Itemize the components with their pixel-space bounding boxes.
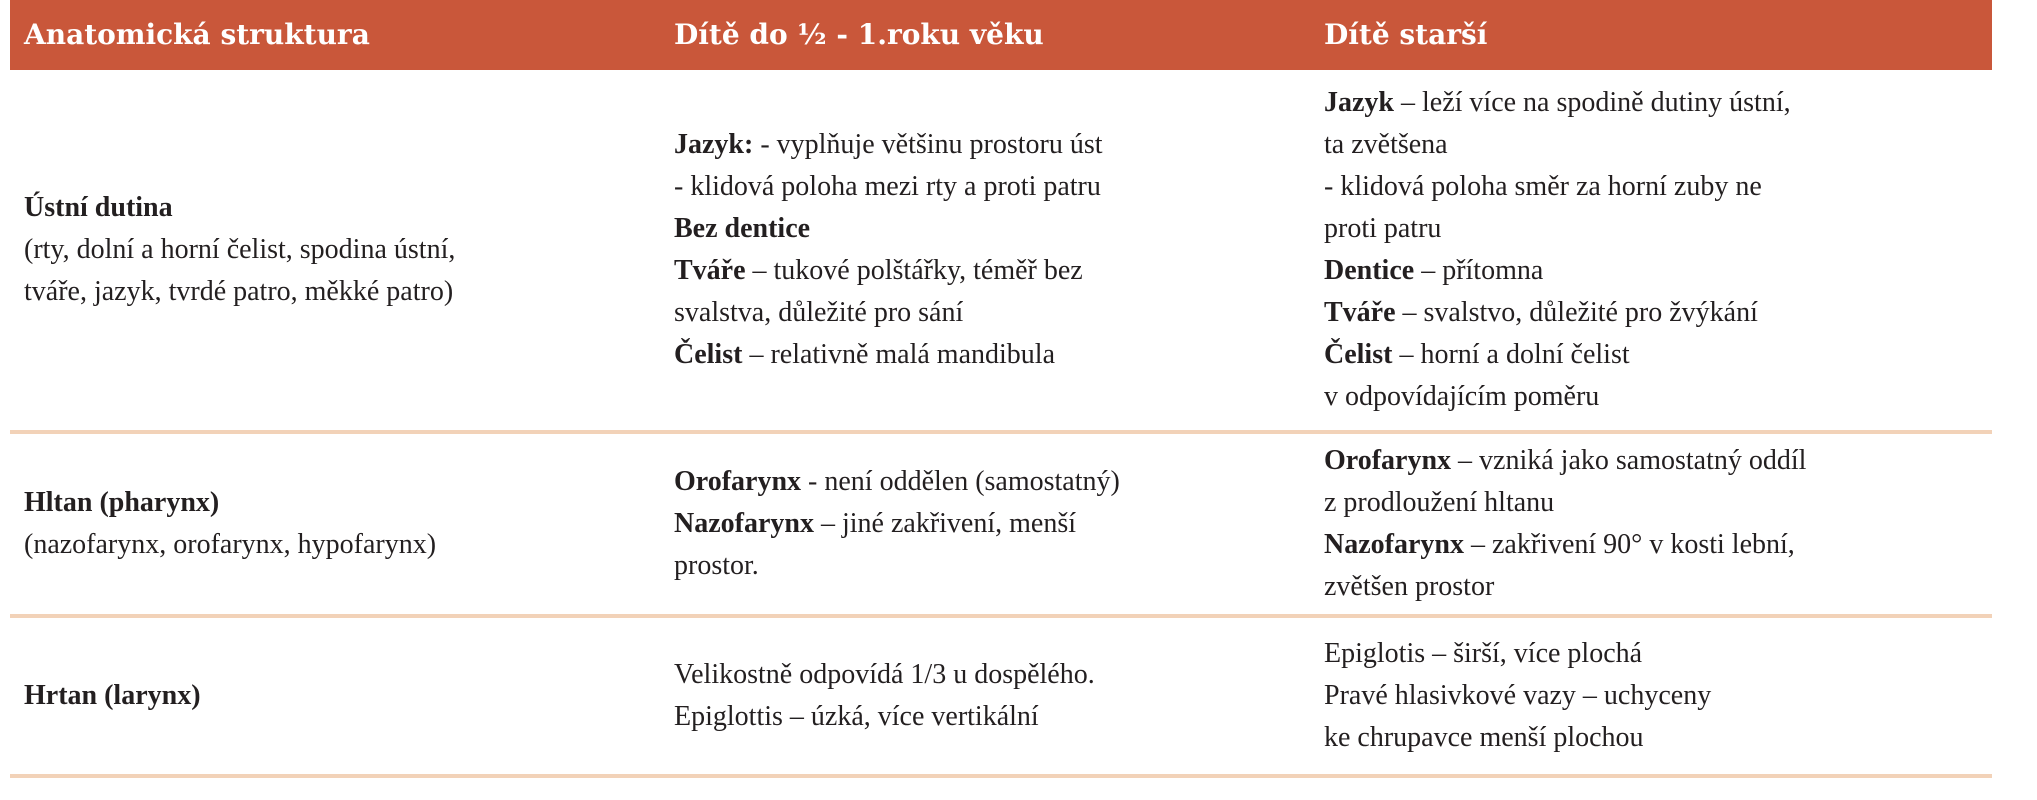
- infant-cell: [660, 70, 1310, 432]
- term-text: – tukové polštářky, téměř bez: [745, 255, 1083, 286]
- anatomy-comparison-table: [10, 0, 1992, 778]
- term-label: Tváře: [1324, 297, 1396, 328]
- infant-line: [674, 334, 1296, 376]
- term-label: Orofarynx: [674, 466, 802, 497]
- structure-detail: tváře, jazyk, tvrdé patro, měkké patro): [24, 276, 454, 307]
- structure-cell: [10, 70, 660, 432]
- term-text: – zakřivení 90° v kosti lební,: [1463, 529, 1795, 560]
- term-label: Orofarynx: [1324, 445, 1452, 476]
- term-text: Epiglotis – širší, více plochá: [1324, 638, 1643, 669]
- older-line: [1324, 250, 1978, 292]
- table-row: [10, 432, 1992, 616]
- older-cell: [1310, 616, 1992, 776]
- term-text: z prodloužení hltanu: [1324, 487, 1555, 518]
- structure-title: Hltan (pharynx): [24, 487, 220, 518]
- older-cell: [1310, 432, 1992, 616]
- term-text: – přítomna: [1414, 255, 1544, 286]
- structure-detail: (nazofarynx, orofarynx, hypofarynx): [24, 529, 437, 560]
- structure-title: Ústní dutina: [24, 192, 173, 223]
- older-line: [1324, 482, 1978, 524]
- structure-cell: [10, 432, 660, 616]
- term-text: – vzniká jako samostatný oddíl: [1451, 445, 1807, 476]
- term-text: ta zvětšena: [1324, 129, 1448, 160]
- term-text: - klidová poloha směr za horní zuby ne: [1324, 171, 1762, 202]
- older-line: [1324, 675, 1978, 717]
- header-structure: Anatomická struktura: [10, 0, 660, 70]
- older-line: [1324, 440, 1978, 482]
- term-text: - vyplňuje většinu prostoru úst: [753, 129, 1103, 160]
- table-row: [10, 616, 1992, 776]
- older-line: [1324, 524, 1978, 566]
- term-text: Epiglottis – úzká, více vertikální: [674, 701, 1039, 732]
- term-label: Nazofarynx: [674, 508, 814, 539]
- term-text: proti patru: [1324, 213, 1442, 244]
- term-label: Dentice: [1324, 255, 1415, 286]
- term-label: Tváře: [674, 255, 746, 286]
- term-text: Velikostně odpovídá 1/3 u dospělého.: [674, 659, 1095, 690]
- infant-line: [674, 208, 1296, 250]
- table-row: [10, 70, 1992, 432]
- term-label: Bez dentice: [674, 213, 811, 244]
- infant-line: [674, 292, 1296, 334]
- older-line: [1324, 124, 1978, 166]
- infant-line: [674, 461, 1296, 503]
- table-header: [10, 0, 1992, 70]
- term-label: Jazyk:: [674, 129, 754, 160]
- structure-title: Hrtan (larynx): [24, 680, 201, 711]
- term-text: - není oddělen (samostatný): [801, 466, 1120, 497]
- term-label: Nazofarynx: [1324, 529, 1464, 560]
- older-line: [1324, 633, 1978, 675]
- term-label: Čelist: [1324, 339, 1393, 370]
- infant-line: [674, 545, 1296, 587]
- term-label: Jazyk: [1324, 87, 1394, 118]
- infant-line: [674, 654, 1296, 696]
- term-text: – jiné zakřivení, menší: [813, 508, 1077, 539]
- infant-line: [674, 696, 1296, 738]
- header-row: [10, 0, 1992, 70]
- term-text: ke chrupavce menší plochou: [1324, 722, 1644, 753]
- infant-line: [674, 250, 1296, 292]
- header-older: Dítě starší: [1310, 0, 1992, 70]
- older-cell: [1310, 70, 1992, 432]
- older-line: [1324, 82, 1978, 124]
- infant-cell: [660, 616, 1310, 776]
- term-text: – horní a dolní čelist: [1392, 339, 1630, 370]
- term-text: – relativně malá mandibula: [742, 339, 1055, 370]
- older-line: [1324, 292, 1978, 334]
- term-text: zvětšen prostor: [1324, 571, 1495, 602]
- older-line: [1324, 208, 1978, 250]
- older-line: [1324, 166, 1978, 208]
- infant-line: [674, 166, 1296, 208]
- header-infant: Dítě do ½ - 1.roku věku: [660, 0, 1310, 70]
- infant-cell: [660, 432, 1310, 616]
- term-text: prostor.: [674, 550, 759, 581]
- term-text: svalstva, důležité pro sání: [674, 297, 964, 328]
- infant-line: [674, 503, 1296, 545]
- term-text: v odpovídajícím poměru: [1324, 381, 1600, 412]
- older-line: [1324, 376, 1978, 418]
- older-line: [1324, 717, 1978, 759]
- structure-detail: (rty, dolní a horní čelist, spodina ústní,: [24, 234, 456, 265]
- term-text: Pravé hlasivkové vazy – uchyceny: [1324, 680, 1712, 711]
- infant-line: [674, 124, 1296, 166]
- term-text: - klidová poloha mezi rty a proti patru: [674, 171, 1101, 202]
- structure-cell: [10, 616, 660, 776]
- table-body: [10, 70, 1992, 776]
- term-label: Čelist: [674, 339, 743, 370]
- term-text: – leží více na spodině dutiny ústní,: [1394, 87, 1791, 118]
- term-text: – svalstvo, důležité pro žvýkání: [1395, 297, 1758, 328]
- older-line: [1324, 334, 1978, 376]
- older-line: [1324, 566, 1978, 608]
